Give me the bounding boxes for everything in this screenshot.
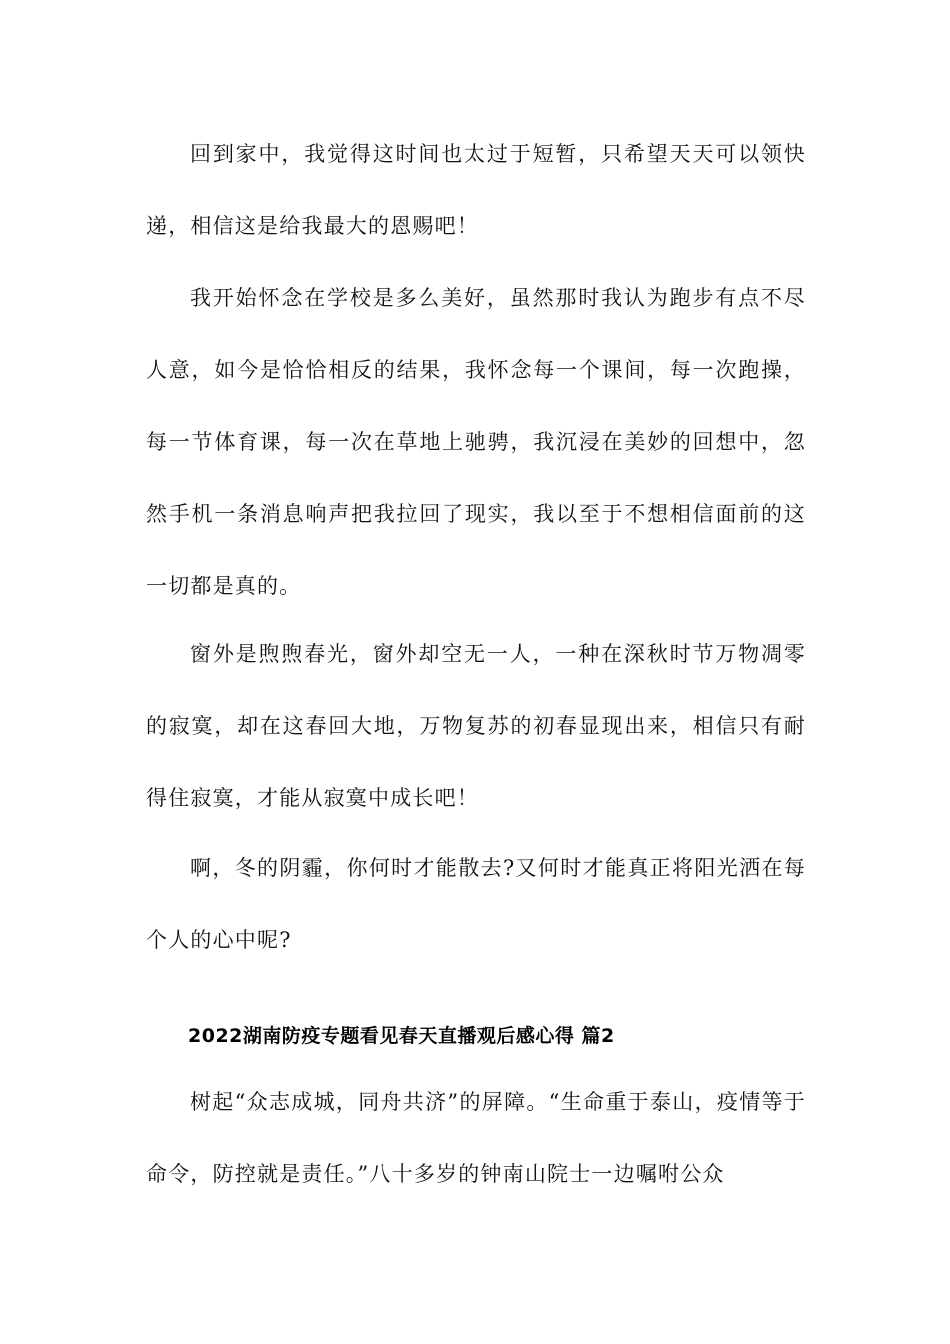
paragraph-4: 啊，冬的阴霾，你何时才能散去?又何时才能真正将阳光洒在每个人的心中呢? xyxy=(146,856,806,952)
paragraph-2: 我开始怀念在学校是多么美好，虽然那时我认为跑步有点不尽人意，如今是恰恰相反的结果，我怀念每一个课间，每一次跑操，每一节体育课，每一次在草地上驰骋，我沉浸在美妙的回想中，忽然手机一条消息响声把我拉回了现实，我以至于不想相信面前的这一切都是真的。 xyxy=(146,286,806,598)
section-heading: 2022湖南防疫专题看见春天直播观后感心得 篇2 xyxy=(188,1025,615,1047)
paragraph-3: 窗外是煦煦春光，窗外却空无一人，一种在深秋时节万物凋零的寂寞，却在这春回大地，万物复苏的初春显现出来，相信只有耐得住寂寞，才能从寂寞中成长吧！ xyxy=(146,642,806,810)
paragraph-1: 回到家中，我觉得这时间也太过于短暂，只希望天天可以领快递，相信这是给我最大的恩赐吧！ xyxy=(146,142,806,238)
section-paragraph-1: 树起“众志成城，同舟共济”的屏障。“生命重于泰山，疫情等于命令，防控就是责任。”八十多岁的钟南山院士一边嘱咐公众 xyxy=(146,1090,806,1186)
